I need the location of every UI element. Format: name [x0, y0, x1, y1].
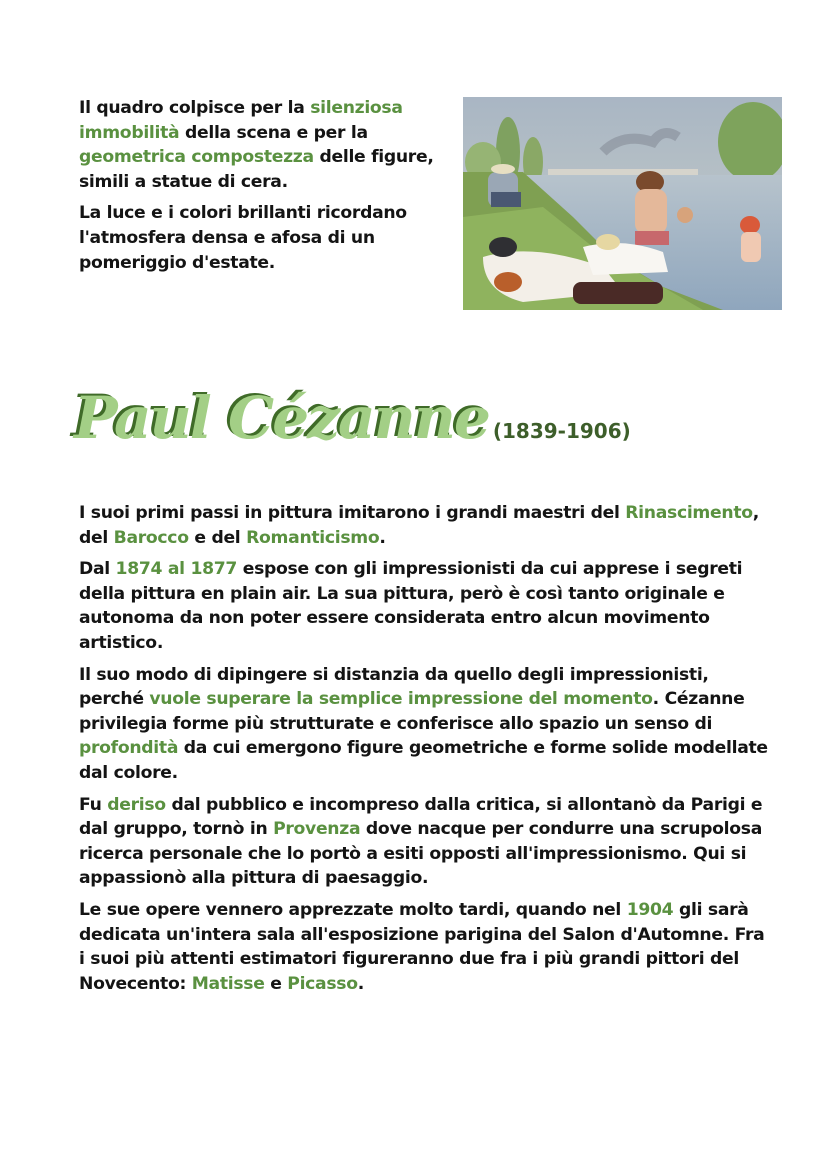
text: Dal	[79, 559, 116, 580]
text: e	[264, 973, 288, 994]
highlight: 1904	[626, 899, 674, 920]
text: espose con gli impressionisti da cui apprese i segreti della pittura en plain air. La sua pittura, però è così tanto originale e autonoma da non poter essere considerata entro alcun movimento artistico.	[79, 559, 743, 653]
bio-paragraph-4	[79, 793, 769, 891]
biography-text	[79, 501, 769, 996]
text: da cui emergono figure geometriche e forme solide modellate dal colore.	[79, 738, 768, 783]
painting-image	[463, 97, 782, 310]
intro-text	[79, 96, 449, 275]
text: dal pubblico e incompreso dalla critica, si allontanò da Parigi e dal gruppo, tornò in	[79, 794, 763, 840]
text: I suoi primi passi in pittura imitarono i grandi maestri del	[79, 503, 626, 523]
text: gli sarà dedicata un'intera sala all'esposizione parigina del Salon d'Automne. Fra i suoi più attenti estimatori figureranno due fra i più grandi pittori del Novecento:	[79, 899, 765, 994]
artist-name: Paul Cézanne	[74, 384, 489, 452]
intro-paragraph-1	[79, 96, 449, 194]
text: dove nacque per condurre una scrupolosa ricerca personale che lo portò a esiti opposti all'impressionismo. Qui si appassionò alla pittura di paesaggio.	[79, 819, 763, 889]
text: .	[379, 527, 386, 548]
text: Il suo modo di dipingere si distanzia da quello degli impressionisti, perché	[79, 664, 709, 710]
text: Le sue opere vennero apprezzate molto tardi, quando nel	[79, 899, 627, 920]
text: Fu	[79, 794, 108, 815]
intro-paragraph-2: La luce e i colori brillanti ricordano l'atmosfera densa e afosa di un pomeriggio d'estate.	[79, 203, 407, 273]
bio-paragraph-5	[79, 898, 769, 996]
text: Il quadro colpisce per la	[79, 98, 311, 118]
text: e del	[188, 527, 247, 548]
highlight: deriso	[107, 794, 166, 815]
highlight: Romanticismo	[246, 527, 380, 548]
bio-paragraph-2	[79, 557, 769, 655]
highlight: Picasso	[287, 973, 358, 994]
highlight: geometrica compostezza	[79, 147, 314, 168]
highlight: Matisse	[191, 973, 265, 994]
highlight: profondità	[79, 738, 179, 759]
highlight: 1874 al 1877	[115, 559, 238, 580]
text: .	[357, 973, 364, 994]
highlight: vuole superare la semplice impressione del momento	[149, 689, 653, 710]
page-title	[74, 384, 631, 452]
text: , del	[79, 503, 759, 548]
highlight: Rinascimento	[625, 503, 753, 523]
highlight: silenziosa immobilità	[79, 98, 403, 143]
bio-paragraph-3	[79, 663, 769, 786]
artist-dates: (1839-1906)	[492, 419, 631, 443]
text: della scena e per la	[179, 122, 368, 143]
highlight: Barocco	[113, 527, 189, 548]
text: . Cézanne privilegia forme più strutturate e conferisce allo spazio un senso di	[79, 689, 745, 734]
bio-paragraph-1	[79, 501, 769, 550]
highlight: Provenza	[273, 819, 361, 840]
text: delle figure, simili a statue di cera.	[79, 147, 434, 192]
painting-illustration	[463, 97, 782, 310]
